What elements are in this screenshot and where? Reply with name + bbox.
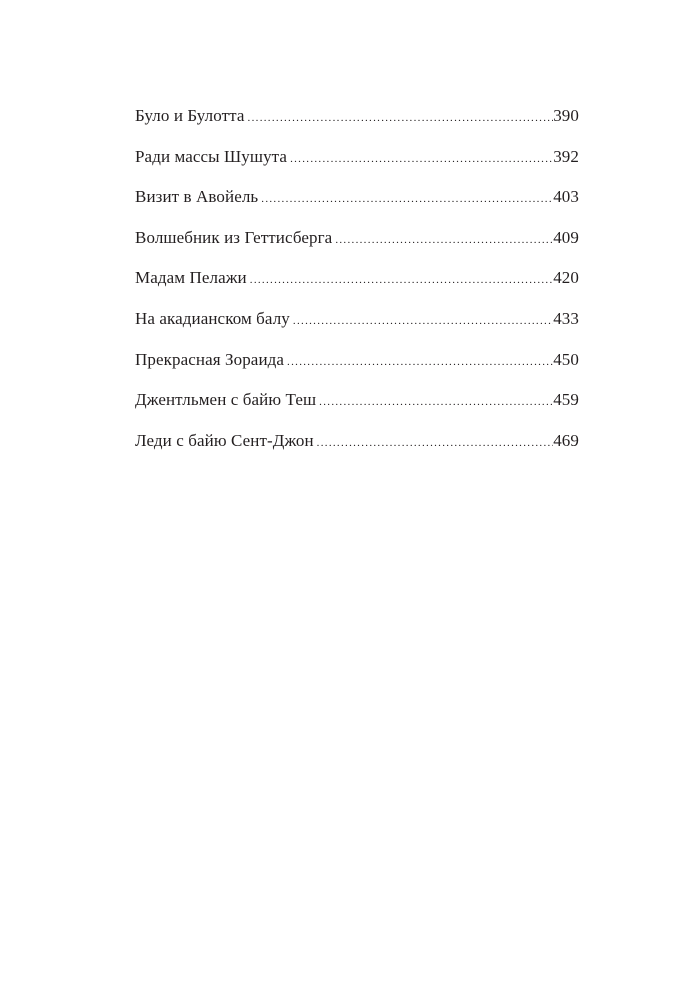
entry-title: Джентльмен с байю Теш — [135, 390, 317, 410]
dot-leader — [314, 431, 554, 455]
entry-page-number: 469 — [553, 430, 579, 450]
toc-entry[interactable] — [135, 226, 579, 267]
entry-page-number: 403 — [553, 187, 579, 207]
entry-title: Було и Булотта — [135, 106, 245, 125]
toc-entry[interactable] — [135, 307, 579, 348]
entry-page-number: 433 — [553, 308, 579, 328]
toc-entry[interactable] — [135, 104, 579, 145]
entry-title: На акадианском балу — [135, 308, 290, 328]
table-of-contents — [135, 104, 579, 469]
dot-leader — [247, 268, 553, 292]
toc-entry[interactable] — [135, 429, 579, 470]
entry-page-number: 392 — [553, 146, 579, 166]
dot-leader — [332, 228, 553, 252]
entry-title: Мадам Пелажи — [135, 268, 247, 288]
dot-leader — [284, 350, 553, 374]
dot-leader — [245, 106, 554, 130]
entry-page-number: 420 — [553, 268, 579, 288]
toc-entry[interactable] — [135, 266, 579, 307]
dot-leader — [258, 187, 553, 211]
entry-page-number: 390 — [553, 106, 579, 125]
toc-entry[interactable] — [135, 388, 579, 429]
entry-page-number: 459 — [553, 390, 579, 410]
toc-entry[interactable] — [135, 185, 579, 226]
entry-title: Волшебник из Геттисберга — [135, 227, 333, 247]
toc-entry[interactable] — [135, 348, 579, 389]
entry-page-number: 450 — [553, 349, 579, 369]
dot-leader — [290, 309, 553, 333]
entry-title: Прекрасная Зораида — [135, 349, 285, 369]
entry-title: Визит в Авойель — [135, 187, 259, 207]
entry-title: Ради массы Шушута — [135, 146, 288, 166]
entry-title: Леди с байю Сент-Джон — [135, 430, 314, 450]
toc-entry[interactable] — [135, 145, 579, 186]
dot-leader — [316, 390, 553, 414]
entry-page-number: 409 — [553, 227, 579, 247]
dot-leader — [287, 147, 553, 171]
